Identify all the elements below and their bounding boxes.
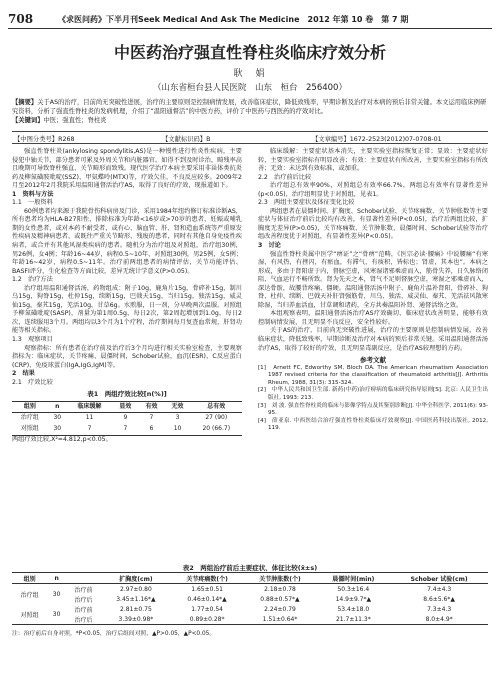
classification-bar (12, 131, 488, 144)
clc-number: 【中图分类号】R268 (14, 136, 75, 143)
table-cell: 11 (85, 414, 94, 422)
table-header: 关节肿胀数(个) (259, 575, 301, 583)
reference-item: [3] 刘 波. 强直性脊柱炎的临床与影像学特点及其鉴别诊断[J]. 中华全科医学, 2011(6): 93-95. (258, 402, 488, 417)
table-header: 组别 (23, 575, 36, 583)
table-row (12, 424, 242, 435)
table-cell: 7 (87, 424, 92, 432)
subsection-heading: 1.3 观察项目 (12, 336, 53, 344)
table-cell: 治疗组 (20, 414, 39, 422)
table2-caption: 表2 两组治疗前后主要症状、体征比较(x̄±s) (182, 564, 318, 572)
table-row (12, 604, 488, 614)
table-header: Schober 试验(cm) (410, 575, 468, 583)
table-cell: 50.3±16.4 (337, 585, 370, 593)
group-cell: 治疗组 (20, 591, 39, 599)
paragraph: 观察指标：所有患者在治疗前及治疗后3个月均进行相关实验室检查，主要观察指标为：临床症状，关节疼痛、晨僵时间，Schober试验，血沉(ESR)，C反应蛋白(CRP)，免疫球蛋白(IgA,IgG,IgM)等。 (12, 344, 242, 369)
keywords: 中医；强直性；脊柱炎 (43, 117, 107, 124)
section-heading: 1 资料与方法 (12, 190, 54, 198)
table-header: 有效 (145, 402, 158, 410)
section-heading: 2 结果 (12, 370, 35, 378)
table-row (12, 614, 488, 625)
table-cell: 53.4±18.0 (337, 605, 370, 613)
table-cell: 1.51±0.64* (262, 615, 298, 623)
table-cell: 2.18±0.78 (264, 585, 296, 593)
left-column (12, 148, 242, 444)
table-cell: 7 (149, 414, 154, 422)
table-header: 晨僵时间(min) (332, 575, 375, 583)
table-header-row (12, 401, 242, 413)
table-cell: 10 (173, 424, 182, 432)
n-cell: 30 (52, 610, 61, 618)
table-cell: 2.97±0.80 (120, 585, 152, 593)
reference-item: [2] 中华人民共和国卫生部. 新药(中药)治疗痹病的临床研究指导原则[S]. 北京: 人民卫生出版社, 1993: 213. (258, 387, 488, 402)
table1 (12, 401, 242, 436)
table2-block (12, 560, 488, 637)
table-cell: 2.24±0.79 (264, 605, 296, 613)
reference-list (258, 365, 488, 433)
table-cell: 3.39±0.98* (118, 615, 154, 623)
table2-note: 注：治疗前后自身对照，*P<0.05，治疗后组间对照，▲P>0.05，▲P<0.05。 (12, 631, 216, 637)
table-header: 显效 (119, 402, 132, 410)
table-cell: 14.9±9.7*▲ (335, 595, 372, 603)
table-cell: 30 (53, 414, 62, 422)
page-number: 708 (8, 12, 34, 26)
table-header: 临床缓解 (77, 402, 102, 410)
paragraph: 治疗组总有效率90%，对照组总有效率66.7%，两组总有效率有显著性差异(p<0.05)，治疗组明显优于对照组，见表1。 (258, 182, 488, 198)
table-cell: 0.46±0.14*▲ (187, 595, 227, 603)
paragraph: 临床缓解：主要症状基本消失，主要实验室指标恢复正常；显效：主要症状好转，主要实验室指标有明显改善；有效：主要症状有所改善，主要实验室指标有所改善；无效：未达到有效标准，或加重。 (258, 148, 488, 173)
paragraph: 强直性脊柱炎属中医学“痹证”之“骨痹”范畴，《医宗必读·腰痛》中说腰痛“有寒湿，有风热，有挫闪，有瘀血，有滞气，有痰积，皆标也；肾虚，其本也”。本病之形成，多由于肾阳虚于内，督脉空虚，风寒湿诸邪乘虚而入，筋骨失养，日久脉络闭阻、气血运行不畅所致。肾为先天之本，肾气不足则督脉空虚，寒湿之邪乘虚而入，深达骨骱，故腰背疼痛、僵硬。温阳通督活汤中附子、鹿角片温补肾阳，骨碎补、狗脊、杜仲、续断、巴戟天补肝肾强筋骨，川乌、独活、威灵仙、秦艽、羌活祛风散寒除湿，当归养血活血，甘草调和诸药，全方共奏温阳补肾、通督活络之效。 (258, 250, 488, 309)
author: 耿 娟 (233, 69, 267, 79)
table-row (12, 584, 488, 595)
table-cell: 2.81±0.75 (120, 605, 152, 613)
table-cell: 30 (53, 424, 62, 432)
table-cell: 3.45±1.16*▲ (116, 595, 156, 603)
table-row (12, 594, 488, 604)
right-column (258, 148, 488, 433)
article-title: 中医药治疗强直性脊柱炎临床疗效分析 (113, 43, 386, 62)
table-cell: 7.4±4.3 (427, 585, 452, 593)
n-cell: 30 (52, 590, 61, 598)
subsection-heading: 1.1 一般资料 (12, 199, 53, 207)
table2 (12, 572, 488, 625)
table-cell: 21.7±11.3* (335, 615, 371, 623)
subsection-heading: 2.3 两组主要症状及体征变化比较 (258, 199, 355, 207)
table-cell: 对照组 (20, 424, 39, 432)
paragraph: 治疗组用温阳通督活汤，药物组成：附子10g，鹿角片15g，骨碎补15g，制川乌15g，狗脊15g，杜仲15g，续断15g，巴戟天15g，当归15g，独活15g，威灵仙15g，秦艽15g，羌活10g，甘草6g。水煎服，日一剂，分早晚两次温服。对照组予柳氮磺吡啶(SASP)，剂量为第1周0.5g，每日2次，第2周起增加到1.0g，每日2次，连续服用3个月。两组均以3个月为1个疗程，治疗期间每月复查血常规，肝肾功能等相关指标。 (12, 284, 242, 335)
table-header-row (12, 573, 488, 584)
table-header: n (54, 574, 59, 582)
table-cell: 8.0±4.9* (425, 615, 453, 623)
keywords-label: 【关键词】 (12, 117, 44, 124)
intro-paragraph: 强直性脊柱炎(ankylosing spondylitis,AS)是一种慢性进行性炎性疾病，主要侵犯中轴关节，部分患者可累及外周关节和内脏器官。如得不到及时诊治，畸残率高且晚期可导致脊柱强直、关节畸形而致残。现代医学治疗本病主要采用非甾体类抗炎药及柳氮磺胺吡啶(SSZ)、甲氨蝶呤(MTX)等，疗效欠佳，不良反应较多。2009年2月至2012年2月我院采用温阳通督活治疗AS，取得了良好的疗效，现报道如下。 (12, 148, 242, 190)
doc-code: 【文献标识码】B (162, 136, 211, 143)
table-cell: 治疗后 (74, 596, 93, 604)
table-row (12, 413, 242, 424)
table-cell: 治疗后 (74, 616, 93, 624)
references-title: 参考文献 (360, 356, 386, 365)
table-cell: 3 (175, 414, 180, 422)
reference-item: [4] 薛亚泉. 中西医结合治疗强直性脊柱炎临床疗效观察[J]. 中国医药科技出版社, 2012, 119. (258, 417, 488, 432)
abstract-text: 关于AS的治疗，目前尚无突破性进展，治疗的主要原则是控制病情发展，改善临床症状，降低致残率，早期诊断及治疗对本病的预后非常关键。本文运用临床例研究资料，分析了强直性脊柱炎的发病机理，介绍了“温阳通督活”的中医方药，评价了中医药与西医药的疗效对比。 (12, 99, 487, 115)
table-header (66, 573, 101, 584)
table-cell: 27 (90) (205, 414, 228, 422)
abstract-label: 【摘要】 (12, 99, 38, 106)
paragraph: 60例患者均来源于我院骨伤科病房及门诊，采用1984年纽约修订标准诊断AS，所有患者均为HLA-B27阳性，排除标准为年龄<16岁或>70岁的患者，妊娠或哺乳期的女性患者，或对本药不耐受者，或有心、脑血管、肝、肾和造血系统等严重原发性疾病及精神病患者，或既往严重关节畸形、残废的患者，同时有其他自身免疫性疾病者，或合并有其他风湿类疾病的患者。随机分为治疗组及对照组，治疗组30例，男26例，女4例；年龄16~44岁，病程0.5~10年，对照组30例，男25例，女5例；年龄16~42岁，病程0.5~11年。治疗前两组患者的病情评估，关节功能评估、BASFI评分，生化检查等方面比较，差异无统计学意义(P>0.05)。 (12, 207, 243, 275)
table-cell: 1.65±0.51 (191, 585, 223, 593)
journal-name: 《求医问药》下半月刊Seek Medical And Ask The Medicine 2012 年第 10 卷 第 7 期 (58, 15, 409, 24)
table-cell: 8.6±5.6*▲ (423, 595, 455, 603)
table-cell: 1.77±0.54 (191, 605, 223, 613)
abstract (12, 98, 488, 125)
table1-caption: 表1 两组疗效比较[n(%)] (87, 390, 167, 399)
running-header (8, 10, 492, 29)
table-header: 无效 (171, 402, 184, 410)
table-cell: 7 (123, 424, 128, 432)
paragraph: 本组观察表明，温阳通督活汤治疗AS疗效确切，临床症状改善明显，能够有效控制病情发展，且无明显不良反应，安全性较好。 (258, 310, 488, 326)
table-cell: 20 (66.7) (202, 424, 231, 432)
table-header: 关节疼痛数(个) (186, 575, 228, 583)
paragraph: 两组患者在晨僵时间、扩胸度、Schober试验、关节疼痛数、关节肿胀数等主要症状与体征治疗前后比较均有改善，有显著性差异(P<0.05)，治疗后两组比较，扩胸度无差异(P>0.05)，关节疼痛数、关节肿胀数、晨僵时间、Schober试验等治疗组改善程度优于对照组，有显著性差异(P<0.05)。 (258, 207, 488, 241)
table-cell: 9 (123, 414, 128, 422)
table-header: 组别 (23, 402, 36, 410)
paragraph: 关于AS的治疗，目前尚无突破性进展，治疗的主要原则是控制病情发展，改善临床症状，降低致残率，早期诊断及治疗对本病的预后非常关键。采用温阳通督活汤治疗AS，取得了较好的疗效，且无明显毒副反应，是治疗AS较理想的方药。 (258, 327, 488, 352)
table-cell: 0.88±0.57*▲ (260, 595, 300, 603)
table-header: 扩胸度(cm) (119, 575, 153, 583)
table-cell: 7.3±4.3 (427, 605, 452, 613)
table1-note: 两组疗效比较,X²=4.812,p<0.05。 (12, 435, 112, 443)
subsection-heading: 2.1 疗效比较 (12, 378, 53, 386)
affiliation: （山东省桓台县人民医院 山东 桓台 256400） (153, 83, 347, 93)
table-header: n (55, 402, 60, 410)
subsection-heading: 1.2 治疗方法 (12, 276, 53, 284)
table-cell: 0.89±0.28* (189, 615, 225, 623)
section-heading: 3 讨论 (258, 242, 281, 250)
subsection-heading: 2.2 治疗前后比较 (258, 173, 312, 181)
table-cell: 治疗前 (74, 586, 93, 594)
table-cell: 治疗前 (74, 606, 93, 614)
table-header: 总有效 (207, 402, 226, 410)
group-cell: 对照组 (20, 611, 39, 619)
article-number: 【文章编号】1672-2523(2012)07-0708-01 (312, 136, 442, 143)
table-cell: 6 (149, 424, 154, 432)
reference-item: [1] Arnett FC, Edworthy SM, Bloch DA. The American rheumatism Association 1987 revised criteria for the classification of rheumatoid arthritis[J]. Arthritis Rheum, 1988, 31(3): 315-324. (258, 364, 488, 386)
